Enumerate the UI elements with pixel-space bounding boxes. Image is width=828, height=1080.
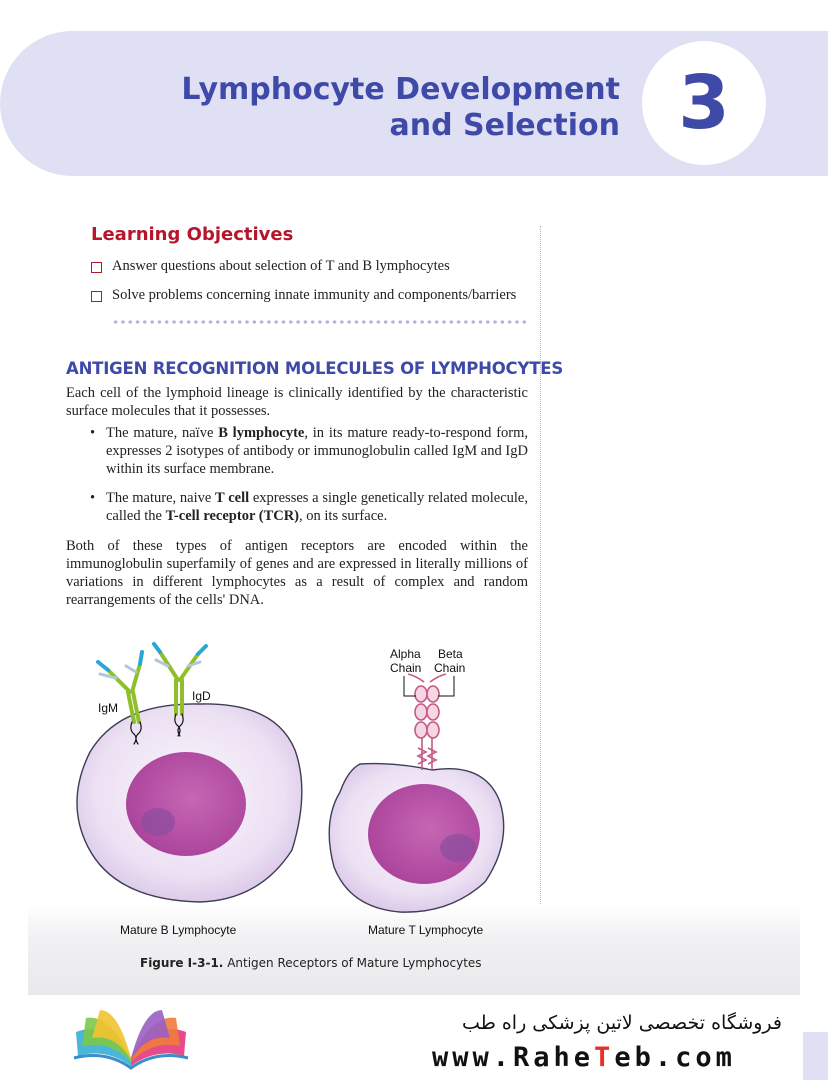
beta-chain-label-line2: Chain: [434, 661, 466, 675]
igm-label: IgM: [98, 701, 119, 715]
bullet-list: [88, 424, 528, 536]
bullet-text: The mature, naïve: [106, 425, 219, 441]
url-accent-letter: T: [594, 1042, 615, 1073]
checkbox-square-icon: [91, 262, 102, 273]
t-cell-label: Mature T Lymphocyte: [368, 923, 484, 937]
b-cell-nucleus: [126, 752, 246, 856]
chapter-title-line2: and Selection: [389, 108, 620, 143]
bullet-b-lymphocyte: [88, 424, 528, 478]
bullet-text: , on its surface.: [299, 508, 388, 524]
b-lymphocyte-cell: [77, 704, 302, 902]
bullet-text: The mature, naive: [106, 490, 216, 506]
corner-tab: [803, 1032, 828, 1080]
learning-objective-item: [91, 287, 516, 316]
chapter-number: 3: [642, 41, 766, 165]
lymphocyte-figure: [60, 632, 530, 942]
t-lymphocyte-cell: [329, 764, 503, 913]
igd-label: IgD: [192, 689, 211, 703]
learning-objective-text: Answer questions about selection of T and B lymphocytes: [112, 258, 450, 274]
learning-objective-item: [91, 258, 516, 287]
b-cell-label: Mature B Lymphocyte: [120, 923, 237, 937]
section-heading: ANTIGEN RECOGNITION MOLECULES OF LYMPHOCYTES: [66, 359, 564, 378]
t-cell-nucleus: [368, 784, 480, 884]
chapter-title: [181, 72, 620, 144]
bullet-t-cell: [88, 489, 528, 525]
figure-caption-number: Figure I-3-1.: [140, 956, 224, 970]
t-cell-receptor: [408, 674, 446, 770]
learning-objectives-list: [91, 258, 516, 316]
beta-chain-label-line1: Beta: [438, 647, 463, 661]
figure-caption: [140, 956, 482, 970]
url-part: eb.com: [614, 1042, 736, 1073]
checkbox-square-icon: [91, 291, 102, 302]
bullet-bold-term: T-cell receptor (TCR): [165, 508, 300, 524]
book-logo-icon: [66, 1010, 196, 1070]
alpha-chain-label-line1: Alpha: [390, 647, 421, 661]
figure-caption-text: Antigen Receptors of Mature Lymphocytes: [223, 956, 482, 970]
dotted-separator: [112, 320, 528, 324]
website-url: [432, 1042, 736, 1073]
url-part: www.Rahe: [432, 1042, 595, 1073]
bullet-bold-term: B lymphocyte: [218, 425, 305, 441]
learning-objectives-heading: Learning Objectives: [91, 224, 294, 245]
closing-paragraph: Both of these types of antigen receptors are encoded within the immunoglobulin superfamily of genes and are expressed in literally millions of variations in different lymphocytes as a result of complex and random rearrangements of the cells' DNA.: [66, 538, 528, 608]
store-name-persian: فروشگاه تخصصی لاتین پزشکی راه طب: [462, 1012, 782, 1034]
column-divider: [540, 226, 541, 966]
bullet-text: , in its mature ready-to-respond form, expresses 2 isotypes of antibody or immunoglobulin called IgM and IgD within its surface membrane.: [106, 425, 529, 477]
chapter-title-line1: Lymphocyte Development: [181, 72, 620, 107]
bullet-bold-term: T cell: [215, 490, 250, 506]
alpha-chain-label-line2: Chain: [390, 661, 422, 675]
intro-paragraph: Each cell of the lymphoid lineage is clinically identified by the characteristic surface molecules that it possesses.: [66, 385, 528, 419]
learning-objective-text: Solve problems concerning innate immunity and components/barriers: [112, 287, 517, 303]
bullet-text: expresses a single genetically related molecule, called the: [106, 490, 528, 524]
